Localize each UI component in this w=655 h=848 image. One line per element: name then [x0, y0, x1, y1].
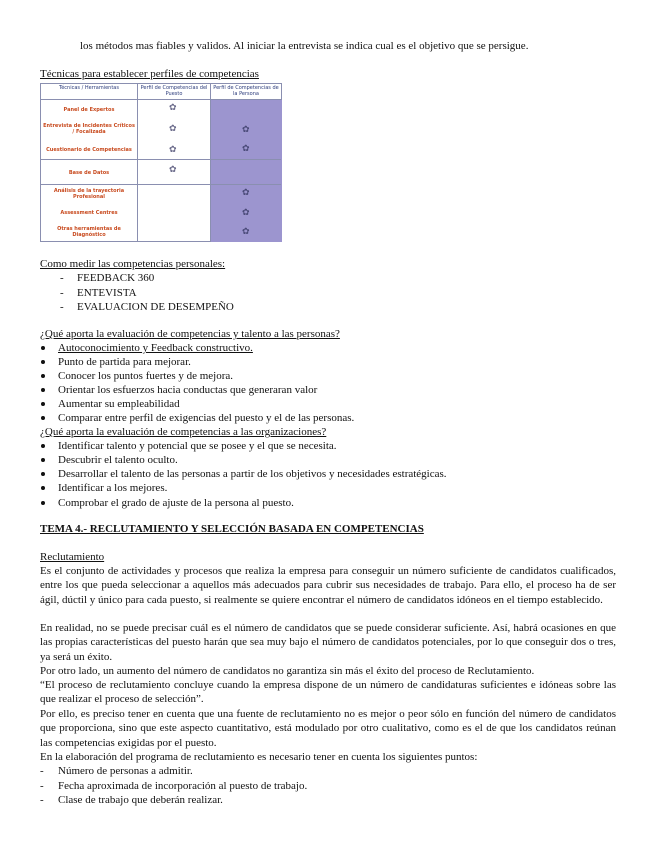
table-row-label: Cuestionario de Competencias	[46, 147, 132, 153]
competency-table	[40, 83, 282, 242]
star-icon: ✿	[242, 226, 250, 236]
table-title: Técnicas para establecer perfiles de competencias	[40, 68, 259, 80]
orgs-item: Descubrir el talento oculto.	[58, 454, 178, 466]
orgs-title: ¿Qué aporta la evaluación de competencias a las organizaciones?	[40, 426, 327, 438]
persons-item: Aumentar su empleabilidad	[58, 398, 180, 410]
table-row-label: Assessment Centres	[60, 210, 118, 216]
point-item: Número de personas a admitir.	[58, 765, 193, 777]
orgs-item: Desarrollar el talento de las personas a partir de los objetivos y necesidades estratégicas.	[58, 468, 447, 480]
table-row-label: Entrevista de Incidentes Críticos / Focalizada	[43, 123, 135, 135]
table-row-label: Otras herramientas de Diagnóstico	[57, 226, 121, 238]
point-item: Clase de trabajo que deberán realizar.	[58, 794, 223, 806]
star-icon: ✿	[242, 143, 250, 153]
persons-title: ¿Qué aporta la evaluación de competencias y talento a las personas?	[40, 328, 340, 340]
star-icon: ✿	[242, 207, 250, 217]
measure-item: ENTEVISTA	[77, 287, 137, 299]
persons-item: Orientar los esfuerzos hacia conductas que generaran valor	[58, 384, 318, 396]
section-heading: TEMA 4.- RECLUTAMIENTO Y SELECCIÓN BASADA EN COMPETENCIAS	[40, 523, 424, 535]
table-header-tecnicas: Técnicas / Herramientas	[59, 85, 119, 91]
star-icon: ✿	[169, 164, 177, 174]
star-icon: ✿	[242, 187, 250, 197]
measure-item: FEEDBACK 360	[77, 272, 155, 284]
persona-column-fill	[211, 100, 282, 242]
star-icon: ✿	[242, 124, 250, 134]
orgs-item: Comprobar el grado de ajuste de la persona al puesto.	[58, 497, 294, 509]
intro-line: los métodos mas fiables y validos. Al iniciar la entrevista se indica cual es el objetivo que se persigue.	[80, 40, 529, 52]
persons-item: Autoconocimiento y Feedback constructivo.	[58, 342, 253, 354]
persons-item: Punto de partida para mejorar.	[58, 356, 191, 368]
paragraph: En realidad, no se puede precisar cuál es el número de candidatos que se puede considerar suficiente. Así, habrá ocasiones en que las propias características del puesto harán que sea muy bajo el número de candidatos potenciales, por lo que conseguir dos o tres, ya será un éxito.	[40, 622, 616, 663]
persons-item: Comparar entre perfil de exigencias del puesto y el de las personas.	[58, 412, 355, 424]
table-row-label: Base de Datos	[68, 170, 110, 176]
paragraph: Por otro lado, un aumento del número de candidatos no garantiza sin más el éxito del proceso de Reclutamiento.	[40, 665, 535, 677]
table-row-label: Análisis de la trayectoria Profesional	[53, 188, 125, 200]
paragraph: Por ello, es preciso tener en cuenta que una fuente de reclutamiento no es mejor o peor sólo en función del número de candidatos que proporciona, sino que este aspecto cuantitativo, está modulado por otro cualitativo, como es el de que los candidatos reúnan las competencias exigidas por el puesto.	[40, 708, 616, 749]
measure-title: Como medir las competencias personales:	[40, 258, 226, 270]
paragraph: “El proceso de reclutamiento concluye cuando la empresa dispone de un número de candidaturas suficientes e idóneas sobre las que realizar el proceso de selección”.	[40, 679, 616, 706]
table-header-persona: Perfil de Competencias de la Persona	[213, 85, 279, 97]
measure-item: EVALUACION DE DESEMPEÑO	[77, 301, 234, 313]
document-page: los métodos mas fiables y validos. Al iniciar la entrevista se indica cual es el objetivo que se persigue. Técnicas para establecer perfiles de competencias Técnicas / Herramientas Perfil de Competencias del Puesto Perfil de Competencias de la Persona Panel de Expertos Entrevista de Incidentes Críticos / Focalizada Cuestionario de Competencias Base de Datos Análisis de la trayectoria Profesional Assessment Centres Otras herramientas de Diagnóstico ✿ ✿ ✿ ✿ ✿ ✿ ✿ ✿ ✿ Como medir las competencias personales: - FEEDBACK 360 - ENTEVISTA - EVALUACION DE DESEMPEÑO ¿Qué aporta la evaluación de competencias y talento a las personas? Autoconocimiento y Feedback constructivo. Punto de partida para mejorar. Conocer los puntos fuertes y de mejora. Orientar los esfuerzos hacia conductas que generaran valor Aumentar su empleabilidad Comparar entre perfil de exigencias del puesto y el de las personas. ¿Qué aporta la evaluación de competencias a las organizaciones? Identificar talento y potencial que se posee y el que se necesita. Descubrir el talento oculto. Desarrollar el talento de las personas a partir de los objetivos y necesidades estratégicas. Identificar a los mejores. Comprobar el grado de ajuste de la persona al puesto. TEMA 4.- RECLUTAMIENTO Y SELECCIÓN BASADA EN COMPETENCIAS Reclutamiento Es el conjunto de actividades y procesos que realiza la empresa para conseguir un número suficiente de candidatos cualificados, entre los que pueda seleccionar a aquellos más adecuados para cubrir sus necesidades de trabajo. Para ello, el proceso ha de ser ágil, dúctil y único para cada puesto, si realmente se quiere encontrar el número de candidatos idóneos en el tiempo establecido. En realidad, no se puede precisar cuál es el número de candidatos que se puede considerar suficiente. Así, habrá ocasiones en que las propias características del puesto harán que sea muy bajo el número de candidatos potenciales, por lo que conseguir dos o tres, ya será un éxito. Por otro lado, un aumento del número de candidatos no garantiza sin más el éxito del proceso de Reclutamiento. “El proceso de reclutamiento concluye cuando la empresa dispone de un número de candidaturas suficientes e idóneas sobre las que realizar el proceso de selección”. Por ello, es preciso tener en cuenta que una fuente de reclutamiento no es mejor o peor sólo en función del número de candidatos que proporciona, sino que este aspecto cuantitativo, está modulado por otro cualitativo, como es el de que los candidatos reúnan las competencias exigidas por el puesto. En la elaboración del programa de reclutamiento es necesario tener en cuenta los siguientes puntos: - Número de personas a admitir. - Fecha aproximada de incorporación al puesto de trabajo. - Clase de trabajo que deberán realizar.	[40, 40, 616, 806]
orgs-item: Identificar talento y potencial que se posee y el que se necesita.	[58, 440, 337, 452]
orgs-item: Identificar a los mejores.	[58, 482, 168, 494]
star-icon: ✿	[169, 144, 177, 154]
paragraph: Es el conjunto de actividades y procesos que realiza la empresa para conseguir un número suficiente de candidatos cualificados, entre los que pueda seleccionar a aquellos más adecuados para cubrir sus necesidades de trabajo. Para ello, el proceso ha de ser ágil, dúctil y único para cada puesto, si realmente se quiere encontrar el número de candidatos idóneos en el tiempo establecido.	[40, 565, 616, 606]
star-icon: ✿	[169, 102, 177, 112]
table-row-label: Panel de Expertos	[63, 107, 115, 113]
table-header-puesto: Perfil de Competencias del Puesto	[140, 85, 208, 97]
point-item: Fecha aproximada de incorporación al puesto de trabajo.	[58, 780, 308, 792]
reclutamiento-title: Reclutamiento	[40, 551, 105, 563]
persons-item: Conocer los puntos fuertes y de mejora.	[58, 370, 234, 382]
star-icon: ✿	[169, 123, 177, 133]
paragraph: En la elaboración del programa de reclutamiento es necesario tener en cuenta los siguientes puntos:	[40, 751, 478, 763]
